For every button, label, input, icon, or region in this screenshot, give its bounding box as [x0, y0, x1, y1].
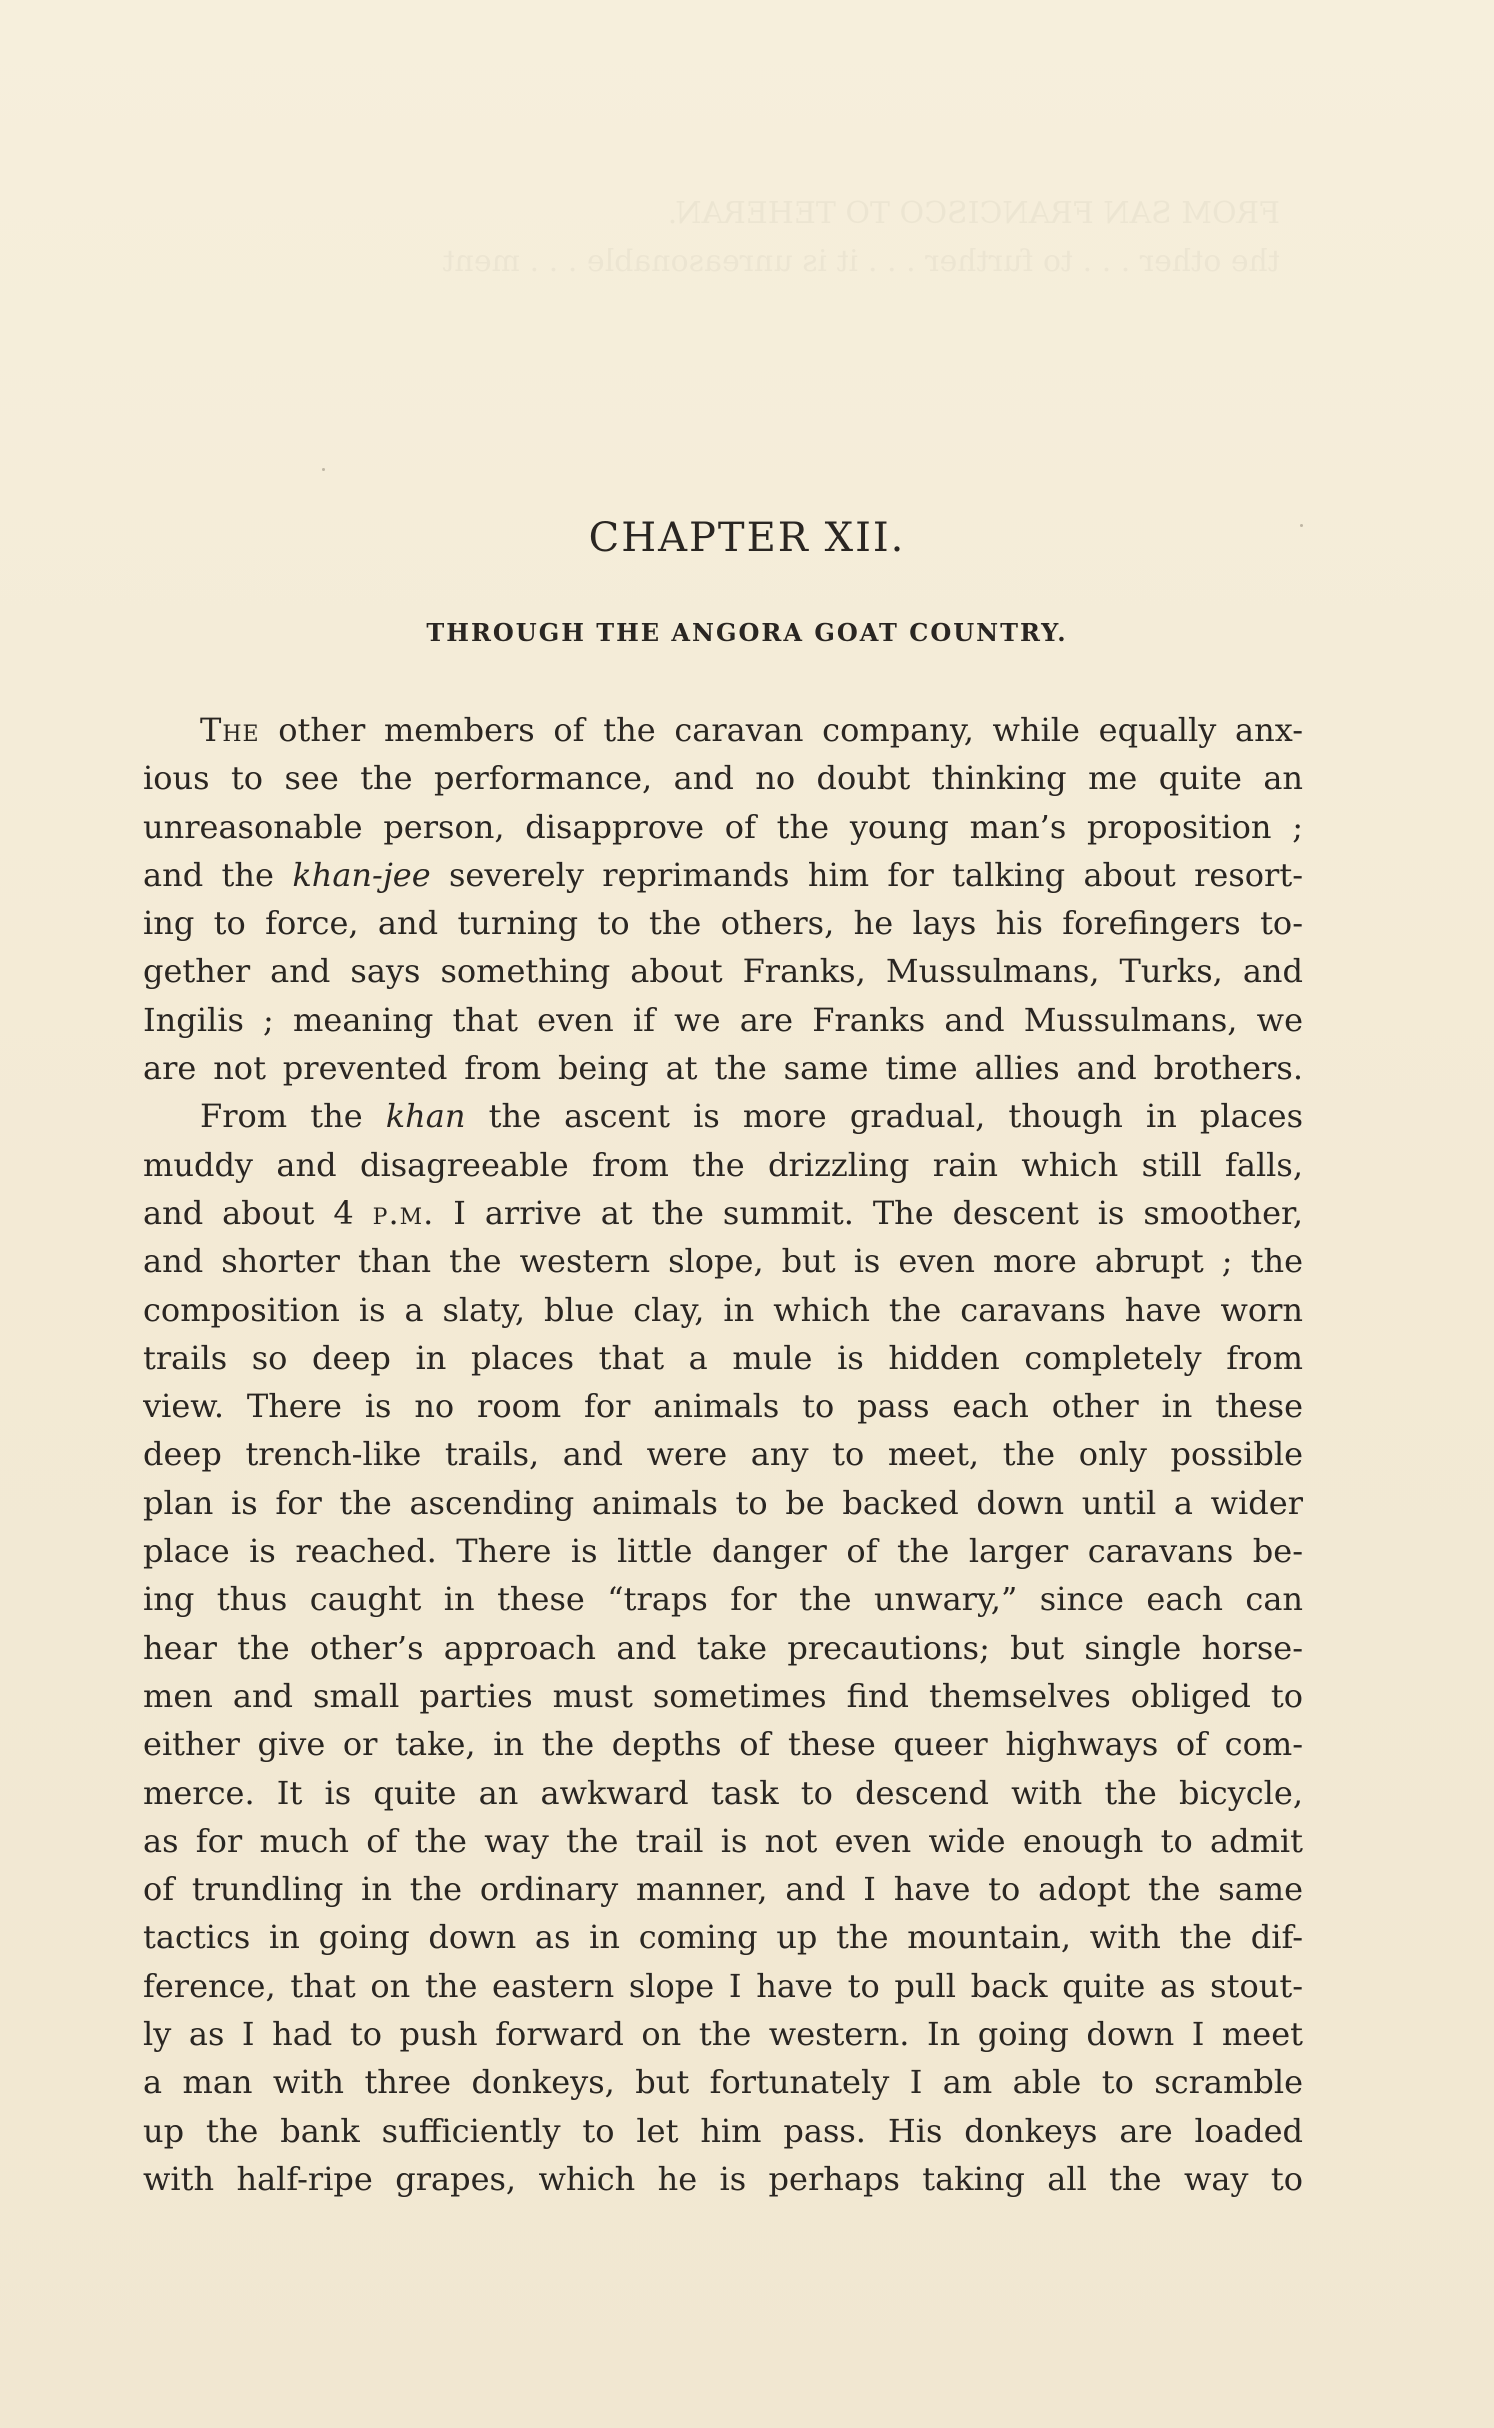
text-line: unreasonable person, disapprove of the young man’s proposition ; — [143, 807, 1303, 846]
text-line: ious to see the performance, and no doubt thinking me quite an — [143, 759, 1303, 798]
text-line: up the bank sufficiently to let him pass. His donkeys are loaded — [143, 2111, 1303, 2150]
text-span: severely reprimands him for talking about resort- — [430, 855, 1303, 894]
body-text — [143, 706, 1303, 2252]
text-line: ference, that on the eastern slope I have to pull back quite as stout- — [143, 1966, 1303, 2005]
text-line: gether and says something about Franks, Mussulmans, Turks, and — [143, 952, 1303, 991]
text-line: with half-ripe grapes, which he is perhaps taking all the way to — [143, 2159, 1303, 2198]
text-line: composition is a slaty, blue clay, in which the caravans have worn — [143, 1290, 1303, 1329]
text-line: Ingilis ; meaning that even if we are Franks and Mussulmans, we — [143, 1000, 1303, 1039]
show-through-line: FROM SAN FRANCISCO TO TEHERAN. — [667, 196, 1280, 231]
text-line: hear the other’s approach and take precautions; but single horse- — [143, 1628, 1303, 1667]
text-line — [143, 2203, 1303, 2251]
text-line: trails so deep in places that a mule is hidden completely from — [143, 1338, 1303, 1377]
text-span: I arrive at the summit. The descent is smoother, — [434, 1193, 1303, 1232]
show-through-line: the other . . . to further . . . it is unreasonable . . . ment — [442, 244, 1280, 279]
text-span: and the — [143, 855, 293, 894]
text-line: place is reached. There is little danger of the larger caravans be- — [143, 1532, 1303, 1571]
text-line: and shorter than the western slope, but is even more abrupt ; the — [143, 1242, 1303, 1281]
text-line — [143, 1092, 1303, 1140]
lead-word: The — [200, 711, 260, 749]
text-line: are not prevented from being at the same time allies and brothers. — [143, 1049, 1303, 1088]
text-line: men and small parties must sometimes find themselves obliged to — [143, 1676, 1303, 1715]
text-line — [143, 851, 1303, 899]
text-line — [143, 706, 1303, 754]
chapter-title: CHAPTER XII. — [588, 515, 906, 561]
italic-term: khan-jee — [292, 855, 431, 894]
text-line — [143, 1189, 1303, 1237]
text-line: either give or take, in the depths of these queer highways of com- — [143, 1725, 1303, 1764]
text-span: and about 4 — [143, 1193, 373, 1232]
text-line: ing to force, and turning to the others, he lays his forefingers to- — [143, 904, 1303, 943]
text-line: ing thus caught in these “traps for the unwary,” since each can — [143, 1580, 1303, 1619]
text-line: muddy and disagreeable from the drizzling rain which still falls, — [143, 1145, 1303, 1184]
text-span: From the — [200, 1097, 386, 1136]
text-line: tactics in going down as in coming up the mountain, with the dif- — [143, 1918, 1303, 1957]
text-line: merce. It is quite an awkward task to descend with the bicycle, — [143, 1773, 1303, 1812]
text-line: of trundling in the ordinary manner, and I have to adopt the same — [143, 1870, 1303, 1909]
chapter-subtitle: THROUGH THE ANGORA GOAT COUNTRY. — [426, 618, 1068, 647]
text-span: other members of the caravan company, while equally anx- — [259, 711, 1303, 749]
text-line: view. There is no room for animals to pass each other in these — [143, 1387, 1303, 1426]
time-abbrev: p.m. — [372, 1193, 435, 1232]
text-span: the ascent is more gradual, though in places — [465, 1097, 1303, 1136]
text-line: deep trench-like trails, and were any to meet, the only possible — [143, 1435, 1303, 1474]
italic-term: khan — [385, 1097, 466, 1136]
text-line: a man with three donkeys, but fortunately I am able to scramble — [143, 2063, 1303, 2102]
text-line: as for much of the way the trail is not even wide enough to admit — [143, 1821, 1303, 1860]
paper-speck — [322, 468, 325, 471]
text-line: plan is for the ascending animals to be backed down until a wider — [143, 1483, 1303, 1522]
text-line: ly as I had to push forward on the western. In going down I meet — [143, 2015, 1303, 2054]
